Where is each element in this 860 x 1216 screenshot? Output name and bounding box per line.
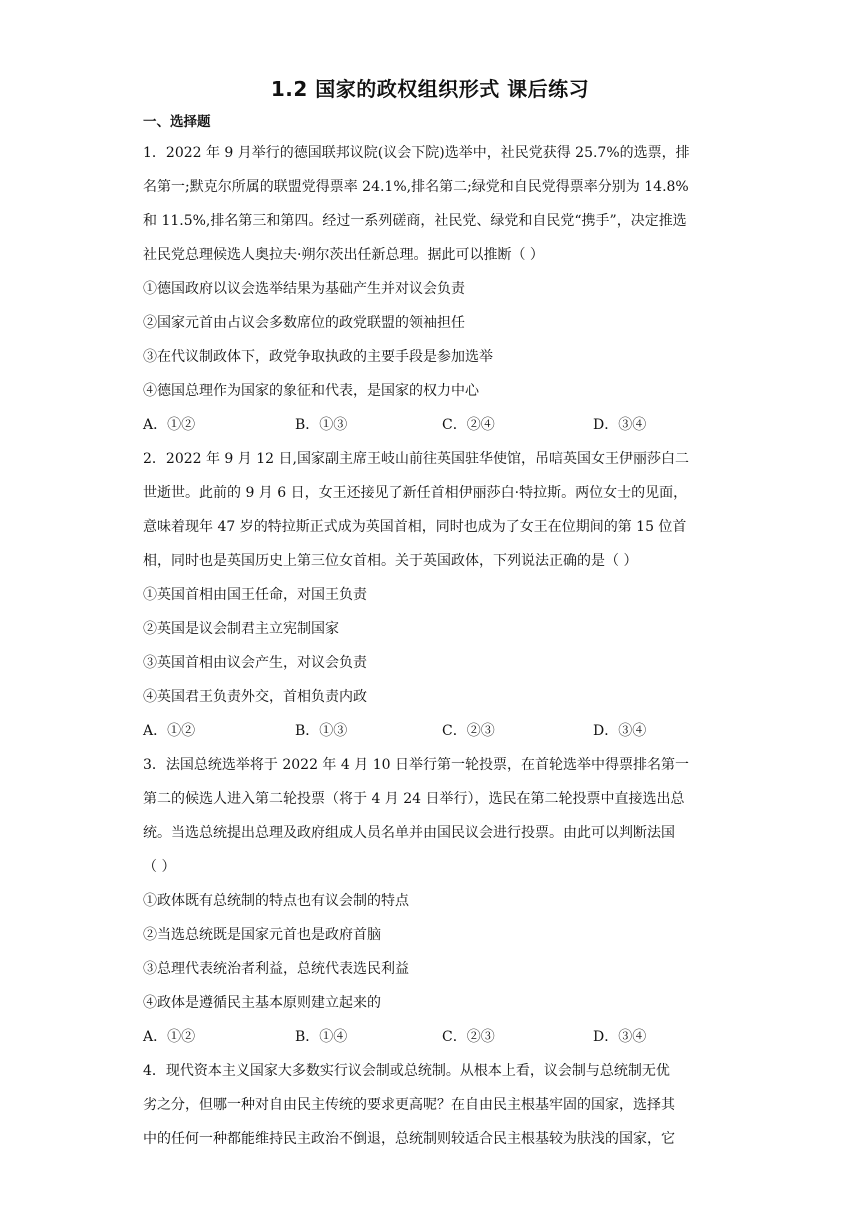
statement: ③总理代表统治者利益，总统代表选民利益 <box>143 961 409 977</box>
answer-options <box>143 408 720 442</box>
statement: ①德国政府以议会选举结果为基础产生并对议会负责 <box>143 281 465 297</box>
question-stem-line: 相，同时也是英国历史上第三位女首相。关于英国政体，下列说法正确的是（ ） <box>143 553 638 569</box>
section-heading: 一、选择题 <box>143 114 211 130</box>
statement: ③在代议制政体下，政党争取执政的主要手段是参加选举 <box>143 349 493 365</box>
question-stem-line: 和 11.5%,排名第三和第四。经过一系列磋商，社民党、绿党和自民党“携手”，决定推选 <box>143 213 687 229</box>
option-a[interactable]: A．①② <box>143 723 196 739</box>
option-a[interactable]: A．①② <box>143 1029 196 1045</box>
question-stem-line: 1．2022 年 9 月举行的德国联邦议院(议会下院)选举中，社民党获得 25.7%的选票，排 <box>143 145 690 161</box>
option-b[interactable]: B．①③ <box>295 723 348 739</box>
statement: ②英国是议会制君主立宪制国家 <box>143 621 339 637</box>
question-stem-line: 2．2022 年 9 月 12 日,国家副主席王岐山前往英国驻华使馆，吊唁英国女王伊丽莎白二 <box>143 451 689 467</box>
question-3 <box>143 748 720 1054</box>
option-d[interactable]: D．③④ <box>593 417 647 433</box>
question-2 <box>143 442 720 748</box>
answer-options <box>143 1020 720 1054</box>
question-stem-line: 劣之分，但哪一种对自由民主传统的要求更高呢？在自由民主根基牢固的国家，选择其 <box>143 1097 675 1113</box>
question-stem-line: 意味着现年 47 岁的特拉斯正式成为英国首相，同时也成为了女王在位期间的第 15 位首 <box>143 519 687 535</box>
question-stem-line: 4．现代资本主义国家大多数实行议会制或总统制。从根本上看，议会制与总统制无优 <box>143 1063 670 1079</box>
statement: ④德国总理作为国家的象征和代表，是国家的权力中心 <box>143 383 479 399</box>
statement: ①英国首相由国王任命，对国王负责 <box>143 587 367 603</box>
option-b[interactable]: B．①③ <box>295 417 348 433</box>
question-4 <box>143 1054 720 1156</box>
option-b[interactable]: B．①④ <box>295 1029 348 1045</box>
question-stem-line: 社民党总理候选人奥拉夫·朔尔茨出任新总理。据此可以推断（ ） <box>143 247 544 263</box>
option-c[interactable]: C．②③ <box>442 723 495 739</box>
statement: ③英国首相由议会产生，对议会负责 <box>143 655 367 671</box>
option-c[interactable]: C．②④ <box>442 417 495 433</box>
answer-options <box>143 714 720 748</box>
question-stem-line: （ ） <box>143 859 176 875</box>
statement: ④政体是遵循民主基本原则建立起来的 <box>143 995 381 1011</box>
page-title: 1.2 国家的政权组织形式 课后练习 <box>270 77 590 101</box>
question-stem-line: 中的任何一种都能维持民主政治不倒退，总统制则较适合民主根基较为肤浅的国家，它 <box>143 1131 675 1147</box>
option-a[interactable]: A．①② <box>143 417 196 433</box>
question-stem-line: 名第一;默克尔所属的联盟党得票率 24.1%,排名第二;绿党和自民党得票率分别为 14.8% <box>143 179 689 195</box>
question-stem-line: 3．法国总统选举将于 2022 年 4 月 10 日举行第一轮投票，在首轮选举中得票排名第一 <box>143 757 689 773</box>
statement: ②当选总统既是国家元首也是政府首脑 <box>143 927 381 943</box>
statement: ①政体既有总统制的特点也有议会制的特点 <box>143 893 409 909</box>
statement: ④英国君王负责外交，首相负责内政 <box>143 689 367 705</box>
option-d[interactable]: D．③④ <box>593 723 647 739</box>
question-list <box>143 136 720 1156</box>
question-stem-line: 第二的候选人进入第二轮投票（将于 4 月 24 日举行），选民在第二轮投票中直接选出总 <box>143 791 685 807</box>
question-stem-line: 世逝世。此前的 9 月 6 日，女王还接见了新任首相伊丽莎白·特拉斯。两位女士的见面， <box>143 485 688 501</box>
statement: ②国家元首由占议会多数席位的政党联盟的领袖担任 <box>143 315 465 331</box>
question-1 <box>143 136 720 442</box>
option-d[interactable]: D．③④ <box>593 1029 647 1045</box>
question-stem-line: 统。当选总统提出总理及政府组成人员名单并由国民议会进行投票。由此可以判断法国 <box>143 825 675 841</box>
option-c[interactable]: C．②③ <box>442 1029 495 1045</box>
